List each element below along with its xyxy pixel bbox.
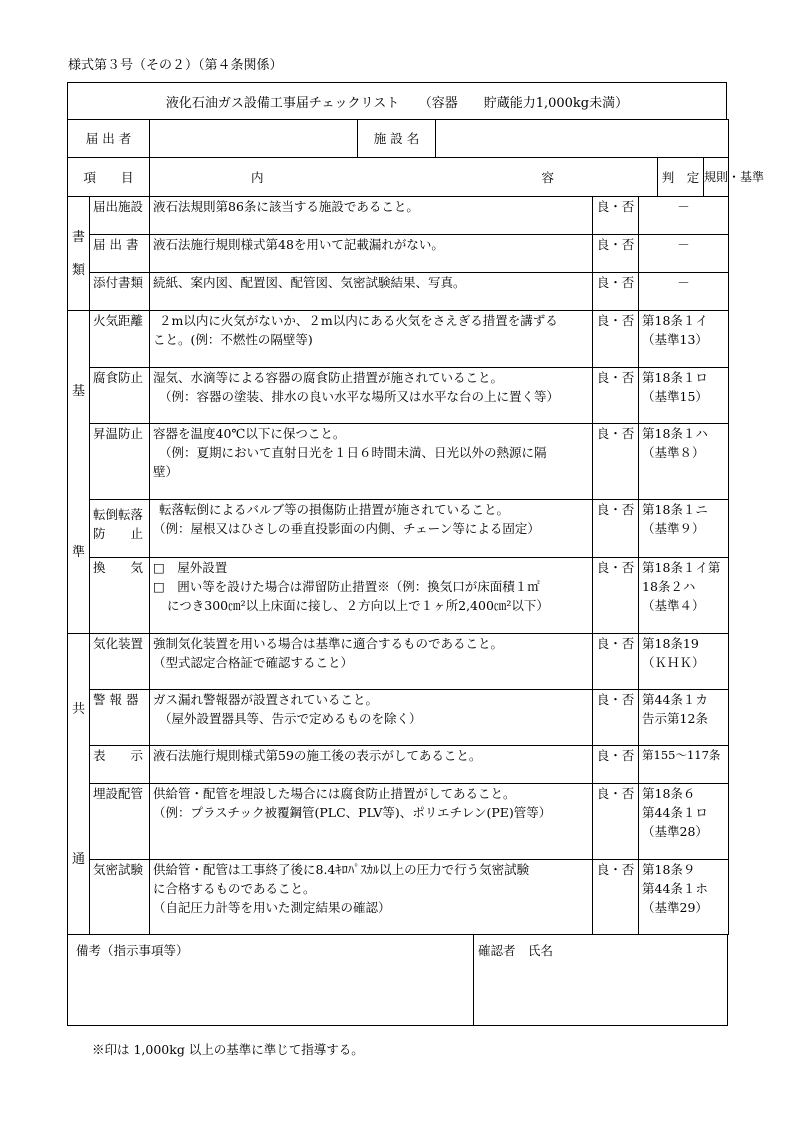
table-row [68, 558, 729, 634]
group-documents-char1: 書 [71, 229, 85, 245]
checklist-body [67, 196, 729, 935]
checklist-form [67, 82, 765, 1026]
judge-option[interactable]: 良・否 [593, 690, 639, 746]
notes-section [67, 935, 728, 1026]
judge-option[interactable]: 良・否 [593, 197, 639, 235]
group-standards [68, 311, 90, 634]
facility-label: 施 設 名 [358, 120, 436, 158]
item-content: ２m以内に火気がないか、２m以内にある火気をさえぎる措置を講ずる こと。(例：不燃性の隔壁等) [150, 311, 593, 368]
judge-option[interactable]: 良・否 [593, 311, 639, 368]
checker-label: 確認者 氏名 [478, 943, 554, 958]
rule-ref: 第18条１ロ （基準15） [639, 367, 729, 424]
item-content: 転落転倒によるバルブ等の損傷防止措置が施されていること。 （例：屋根又はひさしの垂直投影面の内側、チェーン等による固定） [150, 500, 593, 558]
rule-ref: 第18条１ニ （基準９） [639, 500, 729, 558]
item-label: 腐食防止 [90, 367, 150, 424]
header-rule: 規則・基準 [704, 158, 729, 197]
table-row [68, 424, 729, 500]
table-row [68, 500, 729, 558]
judge-option[interactable]: 良・否 [593, 424, 639, 500]
group-common-char1: 共 [71, 701, 85, 717]
item-label: 転倒転落 防 止 [90, 500, 150, 558]
item-label: 届出施設 [90, 197, 150, 235]
applicant-row [68, 120, 729, 158]
item-label: 表 示 [90, 746, 150, 784]
item-content: 液石法施行規則様式第59の施工後の表示がしてあること。 [150, 746, 593, 784]
table-row [68, 197, 729, 235]
group-common [68, 634, 90, 935]
header-judge: 判 定 [658, 158, 704, 197]
rule-ref: 第44条１カ 告示第12条 [639, 690, 729, 746]
judge-option[interactable]: 良・否 [593, 784, 639, 859]
rule-ref: － [639, 235, 729, 273]
header-row [68, 158, 729, 197]
rule-ref: － [639, 273, 729, 311]
judge-option[interactable]: 良・否 [593, 634, 639, 690]
judge-option[interactable]: 良・否 [593, 273, 639, 311]
item-label: 添付書類 [90, 273, 150, 311]
group-documents [68, 197, 90, 311]
table-row [68, 690, 729, 746]
table-row [68, 859, 729, 934]
rule-ref: 第18条１イ （基準13） [639, 311, 729, 368]
item-label: 気化装置 [90, 634, 150, 690]
rule-ref: 第18条１ハ （基準８） [639, 424, 729, 500]
rule-ref: 第155～117条 [639, 746, 729, 784]
judge-option[interactable]: 良・否 [593, 235, 639, 273]
applicant-field[interactable] [150, 120, 358, 158]
facility-field[interactable] [436, 120, 729, 158]
judge-option[interactable]: 良・否 [593, 859, 639, 934]
judge-option[interactable]: 良・否 [593, 558, 639, 634]
item-label: 火気距離 [90, 311, 150, 368]
rule-ref: 第18条１イ第 18条２ハ （基準４） [639, 558, 729, 634]
remarks-label: 備考（指示事項等） [76, 943, 189, 958]
item-content: 液石法規則第86条に該当する施設であること。 [150, 197, 593, 235]
rule-ref: － [639, 197, 729, 235]
checker-field[interactable] [474, 935, 727, 1025]
judge-option[interactable]: 良・否 [593, 500, 639, 558]
remarks-field[interactable] [68, 935, 474, 1025]
item-content: ガス漏れ警報器が設置されていること。 （屋外設置器具等、告示で定めるものを除く） [150, 690, 593, 746]
table-row [68, 784, 729, 859]
form-number: 様式第３号（その２）（第４条関係） [68, 58, 283, 73]
header-content [150, 158, 658, 197]
group-common-char2: 通 [71, 851, 85, 867]
item-label: 埋設配管 [90, 784, 150, 859]
rule-ref: 第18条９ 第44条１ホ （基準29） [639, 859, 729, 934]
item-label: 気密試験 [90, 859, 150, 934]
item-content: 供給管・配管は工事終了後に8.4ｷﾛﾊﾟｽｶﾙ以上の圧力で行う気密試験 に合格するものであること。 （自記圧力計等を用いた測定結果の確認） [150, 859, 593, 934]
group-standards-char2: 準 [71, 545, 85, 560]
header-content-a: 内 [251, 169, 264, 185]
table-row [68, 311, 729, 368]
header-content-b: 容 [541, 169, 555, 185]
footnote: ※印は 1,000kg 以上の基準に準じて指導する。 [92, 1042, 364, 1057]
applicant-label: 届 出 者 [68, 120, 150, 158]
checklist-table [67, 119, 765, 197]
item-content: 続紙、案内図、配置図、配管図、気密試験結果、写真。 [150, 273, 593, 311]
table-row [68, 746, 729, 784]
judge-option[interactable]: 良・否 [593, 746, 639, 784]
header-item: 項 目 [68, 158, 150, 197]
rule-ref: 第18条19 （ＫＨＫ） [639, 634, 729, 690]
group-documents-char2: 類 [71, 262, 85, 278]
table-row [68, 235, 729, 273]
table-row [68, 273, 729, 311]
item-content: □ 屋外設置 □ 囲い等を設けた場合は滞留防止措置※（例：換気口が床面積１㎡ につき300㎝²以上床面に接し、２方向以上で１ヶ所2,400㎝²以下） [150, 558, 593, 634]
item-content: 供給管・配管を埋設した場合には腐食防止措置がしてあること。 （例：プラスチック被覆鋼管(PLC、PLV等)、ポリエチレン(PE)管等） [150, 784, 593, 859]
form-title: 液化石油ガス設備工事届チェックリスト （容器 貯蔵能力1,000kg未満） [67, 82, 727, 120]
table-row [68, 634, 729, 690]
rule-ref: 第18条６ 第44条１ロ （基準28） [639, 784, 729, 859]
item-label: 警 報 器 [90, 690, 150, 746]
judge-option[interactable]: 良・否 [593, 367, 639, 424]
group-standards-char1: 基 [71, 384, 85, 399]
item-content: 強制気化装置を用いる場合は基準に適合するものであること。 （型式認定合格証で確認すること） [150, 634, 593, 690]
item-content: 容器を温度40℃以下に保つこと。 （例：夏期において直射日光を１日６時間未満、日光以外の熱源に隔 壁） [150, 424, 593, 500]
item-content: 液石法施行規則様式第48を用いて記載漏れがない。 [150, 235, 593, 273]
item-label: 届 出 書 [90, 235, 150, 273]
item-label: 換 気 [90, 558, 150, 634]
item-content: 湿気、水滴等による容器の腐食防止措置が施されていること。 （例：容器の塗装、排水の良い水平な場所又は水平な台の上に置く等） [150, 367, 593, 424]
item-label: 昇温防止 [90, 424, 150, 500]
table-row [68, 367, 729, 424]
